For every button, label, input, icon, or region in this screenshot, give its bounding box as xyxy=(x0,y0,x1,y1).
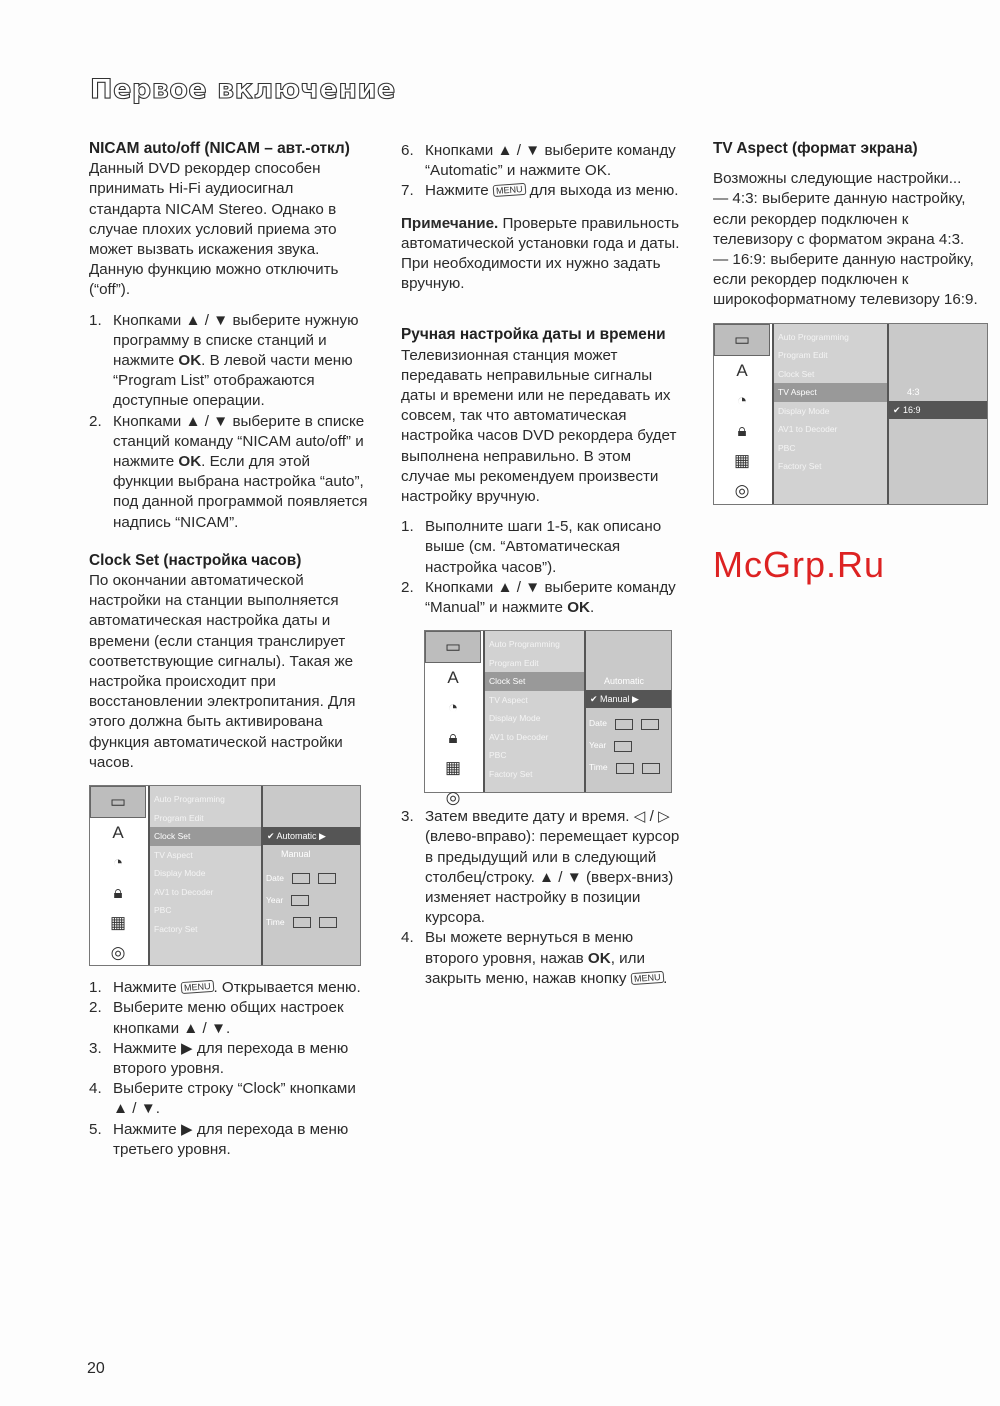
menu-option[interactable]: Automatic xyxy=(604,676,645,687)
tv-setup-icon: ▭ xyxy=(714,324,770,356)
arrow-icon: ◁ / ▷ xyxy=(633,808,670,826)
audio-icon: ◔ xyxy=(447,698,459,718)
field-input xyxy=(616,763,634,774)
step-text: . xyxy=(226,1019,231,1037)
arrow-icon: ▲ / ▼ xyxy=(497,142,541,159)
menu-item[interactable]: TV Aspect xyxy=(154,849,193,860)
tv-aspect-text-0: Возможны следующие настройки... xyxy=(713,170,962,188)
manual-steps xyxy=(401,517,681,618)
arrow-icon: ▲ / ▼ xyxy=(185,412,229,430)
menu-item[interactable]: PBC xyxy=(489,750,507,761)
disc-icon: ◎ xyxy=(110,942,126,962)
step-text: Выберите меню общих настроек кнопками xyxy=(113,999,344,1037)
menu-item[interactable]: Program Edit xyxy=(778,350,828,361)
page-number: 20 xyxy=(87,1360,105,1377)
list-item xyxy=(89,412,369,533)
bold-key: OK xyxy=(178,453,202,471)
menu-item[interactable]: Display Mode xyxy=(778,405,830,416)
lock-icon: 🔒︎ xyxy=(737,420,747,440)
manual-heading: Ручная настройка даты и времени xyxy=(401,326,666,344)
nicam-text: Данный DVD рекордер способен принимать Hi-Fi аудиосигнал стандарта NICAM Stereo. Однако в случае плохих условий приема это может вызвать искажения звука. Данную функцию можно отключить (“off”). xyxy=(89,160,339,299)
step-text: для перехода в меню третьего уровня. xyxy=(113,1120,349,1158)
menu-icon-column xyxy=(714,324,770,504)
step-text: , или закрыть меню, нажав кнопку xyxy=(425,949,645,987)
arrow-icon: ▲ / ▼ xyxy=(113,1100,156,1118)
menu-field xyxy=(263,889,360,911)
menu-options-panel xyxy=(261,786,360,965)
list-number: 3. xyxy=(401,808,414,826)
menu-item[interactable]: Factory Set xyxy=(154,923,198,934)
list-number: 4. xyxy=(401,929,414,947)
menu-item[interactable]: TV Aspect xyxy=(774,383,887,402)
bold-key: OK xyxy=(567,599,591,617)
disc-icon: ◎ xyxy=(445,788,461,808)
step-text: . В левой части меню “Program List” отображаются доступные операции. xyxy=(113,352,353,410)
clock-steps xyxy=(89,978,369,1160)
step-text: выберите в списке станций команду “NICAM auto/off” и нажмите xyxy=(113,412,365,471)
menu-item[interactable]: Factory Set xyxy=(489,768,533,779)
tv-aspect-text-2: — 16:9: выберите данную настройку, если рекордер подключен к широкоформатному телевизору 16:9. xyxy=(713,251,978,309)
auto-steps xyxy=(401,141,681,202)
menu-icon-column xyxy=(425,631,481,808)
step-text: Нажмите xyxy=(113,1120,181,1138)
arrow-icon: ▲ / ▼ xyxy=(539,868,582,886)
field-label: Time xyxy=(266,917,285,928)
middle-column xyxy=(401,141,681,989)
menu-item[interactable]: Program Edit xyxy=(154,812,204,823)
audio-icon: ◔ xyxy=(112,852,124,872)
step-text: для выхода из меню. xyxy=(525,182,679,200)
menu-option[interactable]: ✔ Manual ▶ xyxy=(586,690,671,708)
field-input xyxy=(642,763,660,774)
step-text: Кнопками xyxy=(425,578,498,596)
menu-field xyxy=(586,756,671,778)
step-text: . xyxy=(155,1100,160,1118)
menu-item[interactable]: Display Mode xyxy=(489,713,541,724)
osd-menu-clock-auto xyxy=(89,785,361,966)
step-text: выберите команду “Manual” и нажмите xyxy=(425,578,676,617)
note-text: Проверьте правильность автоматической установки года и даты. При необходимости их нужно задать вручную. xyxy=(401,214,680,293)
step-text: . xyxy=(663,969,668,987)
menu-options-panel xyxy=(584,631,671,792)
datetime-steps xyxy=(401,807,681,989)
field-input xyxy=(291,895,309,906)
menu-item[interactable]: Clock Set xyxy=(778,368,815,379)
menu-key-icon: MENU xyxy=(630,971,663,985)
film-icon: ▦ xyxy=(444,758,462,778)
step-text: Кнопками xyxy=(113,412,186,430)
lock-icon: 🔒︎ xyxy=(113,882,123,902)
arrow-icon: ▶ xyxy=(180,1120,193,1138)
menu-option[interactable]: ✔ 16:9 xyxy=(889,401,987,419)
menu-item[interactable]: Auto Programming xyxy=(778,331,849,342)
field-input xyxy=(641,719,659,730)
list-number: 3. xyxy=(89,1039,102,1057)
menu-item[interactable]: Auto Programming xyxy=(489,639,560,650)
step-text: выберите нужную программу в списке станций и нажмите xyxy=(113,311,359,370)
page-title: Первое включение xyxy=(90,74,396,105)
tv-setup-icon: ▭ xyxy=(425,631,481,663)
step-text: выберите команду “Automatic” и нажмите OK. xyxy=(425,142,676,180)
menu-item-list xyxy=(772,324,887,504)
manual-text: Телевизионная станция может передавать неправильные сигналы даты и времени или не передавать их совсем, так что автоматическая настройка часов DVD рекордера будет выполнена неправильно. В этом случае мы рекомендуем произвести настройку вручную. xyxy=(401,346,677,506)
field-label: Year xyxy=(266,895,284,906)
step-text: . Если для этой функции выбрана настройка “auto”, под данной программой появляется надпись “NICAM”. xyxy=(113,453,368,531)
step-text: (вверх-вниз) изменяет настройку в позиции курсора. xyxy=(425,868,674,927)
list-item xyxy=(89,998,369,1038)
list-item xyxy=(401,141,681,181)
field-label: Date xyxy=(266,873,284,884)
menu-item[interactable]: PBC xyxy=(778,442,796,453)
menu-item[interactable]: Display Mode xyxy=(154,868,206,879)
menu-item[interactable]: AV1 to Decoder xyxy=(778,424,838,435)
step-text: Выполните шаги 1-5, как описано выше (см. “Автоматическая настройка часов”). xyxy=(425,518,662,576)
clock-text: По окончании автоматической настройки на станции выполняется автоматическая настройка даты и времени (если станция транслирует соответствующие сигналы). Такая же настройка происходит при восстановлении электропитания. Для этого должна быть активирована функция автоматической настройки часов. xyxy=(89,572,356,771)
arrow-icon: ▲ / ▼ xyxy=(183,1019,227,1037)
menu-item-list xyxy=(483,631,584,792)
arrow-icon: ▶ xyxy=(180,1039,193,1057)
field-input xyxy=(614,741,632,752)
menu-item[interactable]: PBC xyxy=(154,905,172,916)
list-number: 2. xyxy=(89,412,102,430)
list-item xyxy=(89,1079,369,1119)
field-input xyxy=(615,719,633,730)
lock-icon: 🔒︎ xyxy=(448,728,458,748)
menu-item[interactable]: Clock Set xyxy=(150,827,261,846)
step-text: Нажмите xyxy=(113,979,181,997)
menu-item[interactable]: Clock Set xyxy=(485,672,584,691)
list-item xyxy=(401,928,681,989)
bold-key: OK xyxy=(178,352,202,370)
language-icon: A xyxy=(112,822,124,842)
step-text: Нажмите xyxy=(113,1039,181,1057)
note-label: Примечание. xyxy=(401,214,499,232)
arrow-icon: ▲ / ▼ xyxy=(185,311,229,329)
list-item xyxy=(89,978,369,998)
disc-icon: ◎ xyxy=(734,480,750,500)
film-icon: ▦ xyxy=(109,912,127,932)
step-text: Кнопками xyxy=(113,311,186,329)
language-icon: A xyxy=(447,668,459,688)
watermark: McGrp.Ru xyxy=(713,543,886,585)
list-number: 2. xyxy=(89,999,102,1017)
step-text: Выберите строку “Clock” кнопками xyxy=(113,1080,356,1098)
menu-key-icon: MENU xyxy=(493,183,526,197)
step-text: Нажмите xyxy=(425,182,493,200)
menu-option[interactable]: Manual xyxy=(281,849,311,860)
clock-heading: Clock Set (настройка часов) xyxy=(89,551,302,569)
language-icon: A xyxy=(736,360,748,380)
list-number: 1. xyxy=(401,518,414,536)
menu-field xyxy=(586,734,671,756)
step-text: Вы можете вернуться в меню второго уровня, нажав xyxy=(425,929,634,967)
list-item xyxy=(89,1039,369,1079)
osd-menu-tv-aspect xyxy=(713,323,988,505)
list-item xyxy=(89,311,369,412)
list-item xyxy=(401,517,681,578)
film-icon: ▦ xyxy=(733,450,751,470)
menu-item[interactable]: Factory Set xyxy=(778,461,822,472)
list-item xyxy=(401,181,681,201)
list-item xyxy=(89,1120,369,1160)
field-input xyxy=(293,917,311,928)
list-number: 4. xyxy=(89,1080,102,1098)
menu-field xyxy=(586,712,671,734)
menu-item[interactable]: Program Edit xyxy=(489,657,539,668)
field-input xyxy=(318,873,336,884)
list-number: 1. xyxy=(89,311,102,329)
step-text: (влево-вправо): перемещает курсор в предыдущий или в следующий столбец/строку. xyxy=(425,828,680,886)
menu-item[interactable]: AV1 to Decoder xyxy=(154,886,214,897)
list-number: 6. xyxy=(401,142,414,159)
list-number: 5. xyxy=(89,1120,102,1138)
osd-menu-clock-manual xyxy=(424,630,672,808)
menu-item[interactable]: TV Aspect xyxy=(489,694,528,705)
menu-item[interactable]: AV1 to Decoder xyxy=(489,731,549,742)
arrow-icon: ▲ / ▼ xyxy=(497,578,541,596)
list-number: 1. xyxy=(89,979,102,997)
field-label: Time xyxy=(589,762,608,773)
list-number: 2. xyxy=(401,578,414,596)
note xyxy=(401,214,681,295)
menu-field xyxy=(263,911,360,933)
bold-key: OK xyxy=(587,949,611,967)
audio-icon: ◔ xyxy=(736,390,748,410)
menu-item-list xyxy=(148,786,261,965)
field-label: Date xyxy=(589,718,607,729)
step-text: Затем введите дату и время. xyxy=(425,808,634,826)
menu-option[interactable]: 4:3 xyxy=(907,387,920,398)
tv-aspect-text-1: — 4:3: выберите данную настройку, если рекордер подключен к телевизору с форматом экрана 4:3. xyxy=(713,190,966,248)
menu-key-icon: MENU xyxy=(181,980,214,994)
step-text: Кнопками xyxy=(425,142,498,159)
nicam-heading: NICAM auto/off (NICAM – авт.-откл) xyxy=(89,140,350,157)
tv-aspect-heading: TV Aspect (формат экрана) xyxy=(713,140,918,157)
field-input xyxy=(292,873,310,884)
step-text: . xyxy=(590,599,595,617)
list-item xyxy=(401,578,681,618)
list-item xyxy=(401,807,681,928)
left-column xyxy=(89,139,369,1160)
right-column xyxy=(713,139,988,585)
menu-field xyxy=(263,867,360,889)
list-number: 7. xyxy=(401,182,414,200)
field-label: Year xyxy=(589,740,607,751)
menu-icon-column xyxy=(90,786,146,965)
tv-setup-icon: ▭ xyxy=(90,786,146,818)
step-text: для перехода в меню второго уровня. xyxy=(113,1039,349,1077)
nicam-steps xyxy=(89,311,369,533)
menu-item[interactable]: Auto Programming xyxy=(154,794,225,805)
step-text: . Открывается меню. xyxy=(213,979,361,997)
menu-options-panel xyxy=(887,324,987,504)
menu-option[interactable]: ✔ Automatic ▶ xyxy=(263,827,360,845)
field-input xyxy=(319,917,337,928)
